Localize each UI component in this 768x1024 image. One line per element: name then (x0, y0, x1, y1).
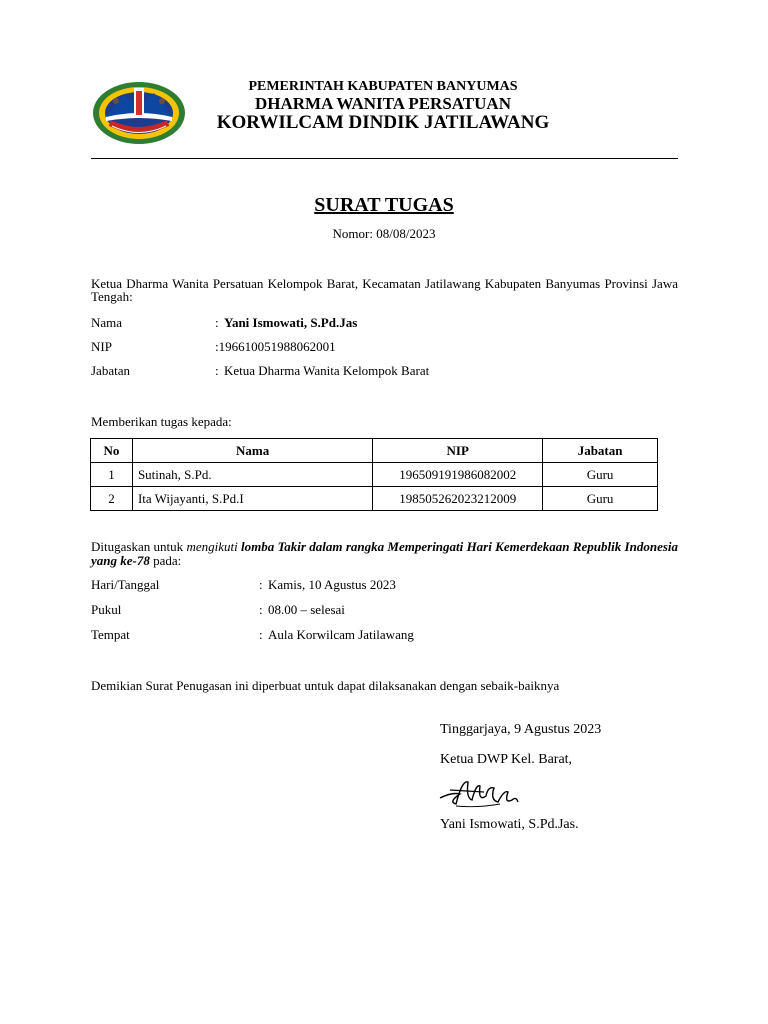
header-no: No (91, 439, 133, 463)
row-no: 1 (91, 463, 133, 487)
banyumas-emblem-icon (90, 79, 188, 147)
place-date: Tinggarjaya, 9 Agustus 2023 (440, 722, 602, 737)
row-nama: Ita Wijayanti, S.Pd.I (132, 487, 372, 511)
handwritten-signature-icon (438, 772, 520, 812)
event-time-value: 08.00 – selesai (268, 602, 345, 617)
letterhead-divider (91, 158, 678, 159)
intro-paragraph: Ketua Dharma Wanita Persatuan Kelompok Barat, Kecamatan Jatilawang Kabupaten Banyumas Provinsi Jawa Tengah: (91, 276, 678, 304)
table-row (91, 463, 658, 487)
event-place-label: Tempat (91, 627, 130, 642)
document-number: Nomor: 08/08/2023 (332, 226, 436, 241)
event-place-value: Aula Korwilcam Jatilawang (268, 627, 414, 642)
signer-name-row (91, 315, 357, 331)
event-time-label: Pukul (91, 602, 122, 617)
table-header-row (91, 439, 658, 463)
event-date-value: Kamis, 10 Agustus 2023 (268, 577, 396, 592)
signer-nip-row (91, 339, 336, 355)
signer-position-value: Ketua Dharma Wanita Kelompok Barat (224, 363, 430, 378)
header-nip: NIP (373, 439, 543, 463)
document-title: SURAT TUGAS (314, 194, 454, 216)
assignee-table (90, 438, 658, 511)
event-place-row (91, 627, 414, 643)
letterhead-line-3: KORWILCAM DINDIK JATILAWANG (216, 112, 550, 133)
colon: : (259, 577, 263, 592)
signer-nip-label: NIP (91, 339, 112, 354)
table-row (91, 487, 658, 511)
signer-position-label: Jabatan (91, 363, 130, 378)
header-nama: Nama (132, 439, 372, 463)
letterhead-line-1: PEMERINTAH KABUPATEN BANYUMAS (248, 79, 518, 94)
signer-name-value: Yani Ismowati, S.Pd.Jas (224, 315, 358, 330)
signer-position: Ketua DWP Kel. Barat, (440, 752, 573, 767)
row-nip: 198505262023212009 (373, 487, 543, 511)
row-nip: 196509191986082002 (373, 463, 543, 487)
task-prefix: Ditugaskan untuk (91, 539, 187, 554)
signer-name: Yani Ismowati, S.Pd.Jas. (440, 817, 579, 832)
event-date-label: Hari/Tanggal (91, 577, 160, 592)
assignment-intro: Memberikan tugas kepada: (91, 414, 232, 429)
signer-position-row (91, 363, 429, 379)
letterhead-line-2: DHARMA WANITA PERSATUAN (255, 94, 511, 113)
signer-name-label: Nama (91, 315, 123, 330)
colon: : (215, 315, 219, 330)
header-jabatan: Jabatan (543, 439, 658, 463)
row-nama: Sutinah, S.Pd. (132, 463, 372, 487)
signer-nip-value: 196610051988062001 (218, 339, 336, 354)
row-jabatan: Guru (543, 487, 658, 511)
row-jabatan: Guru (543, 463, 658, 487)
closing-statement: Demikian Surat Penugasan ini diperbuat untuk dapat dilaksanakan dengan sebaik-baiknya (91, 678, 560, 693)
task-paragraph (91, 540, 678, 568)
colon: : (215, 363, 219, 378)
task-event: lomba Takir dalam rangka Memperingati Hari Kemerdekaan Republik Indonesia yang ke-78 (91, 539, 679, 568)
colon: : (215, 339, 219, 354)
task-suffix: pada: (149, 553, 182, 568)
row-no: 2 (91, 487, 133, 511)
colon: : (259, 627, 263, 642)
event-date-row (91, 577, 396, 593)
task-verb: mengikuti (186, 539, 238, 554)
colon: : (259, 602, 263, 617)
event-time-row (91, 602, 345, 618)
